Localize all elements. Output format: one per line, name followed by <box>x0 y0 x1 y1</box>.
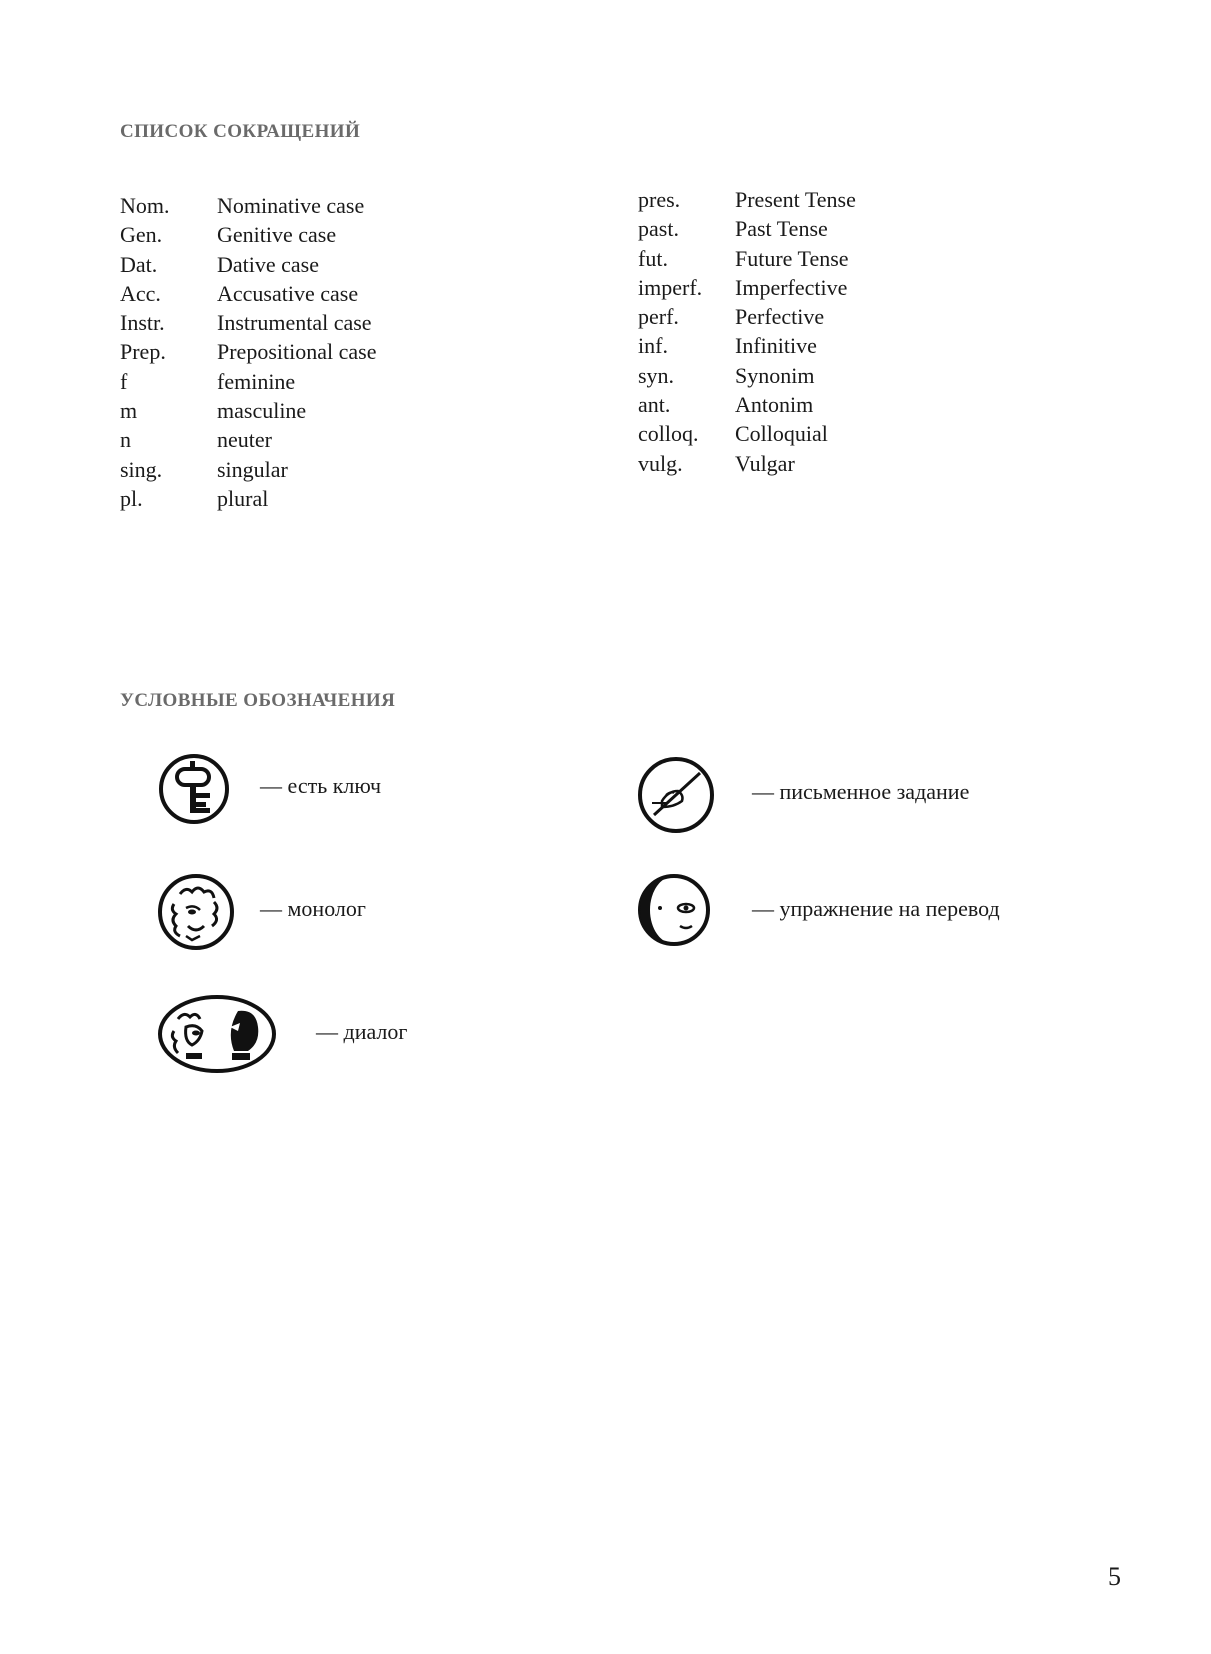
monologue-face-icon <box>156 872 236 952</box>
symbols-heading: УСЛОВНЫЕ ОБОЗНАЧЕНИЯ <box>120 690 396 711</box>
abbreviation-row <box>638 214 856 243</box>
abbreviation-row <box>120 455 376 484</box>
abbreviation-row <box>120 337 376 366</box>
abbreviation: Prep. <box>120 339 166 365</box>
abbreviation-meaning: feminine <box>217 368 296 394</box>
abbreviation: sing. <box>120 456 163 482</box>
abbreviation: Dat. <box>120 251 158 277</box>
abbreviation-row <box>120 250 376 279</box>
abbreviation: pl. <box>120 485 143 511</box>
abbreviations-heading: СПИСОК СОКРАЩЕНИЙ <box>120 121 361 142</box>
legend-key-label: — есть ключ <box>260 773 382 798</box>
abbreviation-row <box>120 425 376 454</box>
abbreviation: vulg. <box>638 450 683 476</box>
legend-written-label: — письменное задание <box>752 779 970 804</box>
abbreviation-meaning: Prepositional case <box>217 339 377 365</box>
abbreviation-row <box>638 244 856 273</box>
abbreviation-meaning: Present Tense <box>735 187 856 212</box>
abbreviation-meaning: Colloquial <box>735 421 828 447</box>
abbreviation: Instr. <box>120 310 165 336</box>
abbreviation: colloq. <box>638 421 699 447</box>
key-icon <box>157 752 231 826</box>
abbreviation: Acc. <box>120 280 161 306</box>
abbreviation-row <box>638 185 856 214</box>
abbreviation-meaning: Instrumental case <box>217 310 372 336</box>
abbreviation-meaning: Vulgar <box>735 450 795 476</box>
abbreviation: past. <box>638 216 679 242</box>
abbreviation-meaning: Synonim <box>735 362 815 388</box>
page-number: 5 <box>1108 1562 1121 1591</box>
abbreviation-row <box>638 419 856 448</box>
writing-hand-icon <box>636 755 716 835</box>
abbreviation-row <box>120 396 376 425</box>
abbreviation-meaning: Infinitive <box>735 333 817 359</box>
sun-moon-face-icon <box>636 872 712 948</box>
abbreviation: ant. <box>638 392 671 418</box>
abbreviation-meaning: Accusative case <box>217 280 359 306</box>
abbreviation-row <box>638 273 856 302</box>
abbreviation-row <box>638 361 856 390</box>
abbreviation-meaning: neuter <box>217 427 272 453</box>
abbreviation: syn. <box>638 362 675 388</box>
abbreviation-meaning: Past Tense <box>735 216 828 242</box>
abbreviation: Gen. <box>120 222 163 248</box>
abbreviation: perf. <box>638 304 679 330</box>
dialogue-faces-icon <box>156 993 278 1075</box>
abbreviation-meaning: plural <box>217 485 269 511</box>
abbreviation-row <box>120 279 376 308</box>
abbreviation-row <box>120 220 376 249</box>
legend-dialogue-label: — диалог <box>316 1019 408 1044</box>
abbreviation-meaning: Perfective <box>735 304 825 330</box>
abbreviation-row <box>638 449 856 478</box>
abbreviation-meaning: singular <box>217 456 288 482</box>
abbreviation: pres. <box>638 187 681 212</box>
abbreviation-meaning: masculine <box>217 398 307 424</box>
abbreviation-row <box>638 390 856 419</box>
abbreviation-meaning: Antonim <box>735 392 814 418</box>
abbreviation-meaning: Genitive case <box>217 222 337 248</box>
abbreviation: fut. <box>638 245 668 271</box>
abbreviation: Nom. <box>120 193 170 218</box>
abbreviation-meaning: Future Tense <box>735 245 849 271</box>
abbreviation: inf. <box>638 333 668 359</box>
abbreviation-row <box>120 484 376 513</box>
abbreviation-row <box>120 191 376 220</box>
abbreviations-right-column <box>638 185 856 478</box>
legend-translation-label: — упражнение на перевод <box>752 896 1000 921</box>
abbreviation-row <box>638 302 856 331</box>
legend-monologue-label: — монолог <box>260 896 366 921</box>
abbreviation-meaning: Nominative case <box>217 193 365 218</box>
abbreviation: f <box>120 368 128 394</box>
abbreviation-row <box>120 308 376 337</box>
abbreviation: n <box>120 427 131 453</box>
abbreviation: m <box>120 398 138 424</box>
abbreviation-meaning: Imperfective <box>735 274 848 300</box>
abbreviations-left-column <box>120 191 376 513</box>
abbreviation: imperf. <box>638 274 703 300</box>
abbreviation-row <box>120 367 376 396</box>
abbreviation-row <box>638 331 856 360</box>
abbreviation-meaning: Dative case <box>217 251 319 277</box>
